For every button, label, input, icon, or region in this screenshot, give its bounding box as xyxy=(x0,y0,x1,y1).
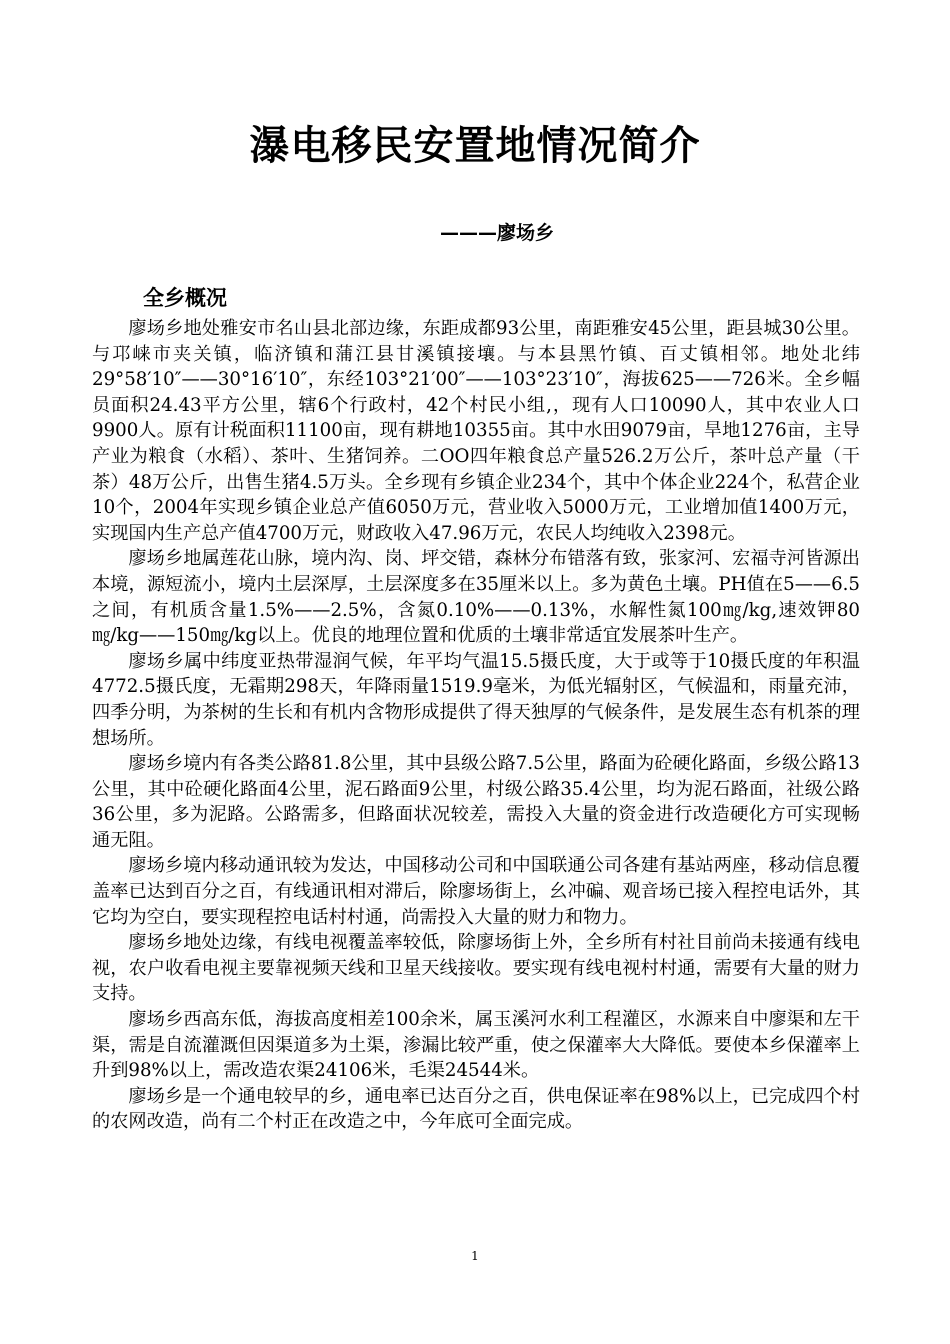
document-title: 瀑电移民安置地情况简介 xyxy=(249,123,701,169)
section-heading: 全乡概况 xyxy=(143,286,227,310)
paragraph-telecom: 廖场乡境内移动通讯较为发达，中国移动公司和中国联通公司各建有基站两座，移动信息覆盖率已达到百分之百，有线通讯相对滞后，除廖场街上，幺冲碥、观音场已接入程控电话外，其它均为空白，要实现程控电话村村通，尚需投入大量的财力和物力。 xyxy=(92,855,860,928)
paragraph-overview: 廖场乡地处雅安市名山县北部边缘，东距成都93公里，南距雅安45公里，距县城30公里。与邛崃市夹关镇，临济镇和蒲江县甘溪镇接壤。与本县黑竹镇、百丈镇相邻。地处北纬29°58′10″——30°16′10″，东经103°21′00″——103°23′10″，海拔625——726米。全乡幅员面积24.43平方公里，辖6个行政村，42个村民小组,，现有人口10090人，其中农业人口9900人。原有计税面积11100亩，现有耕地10355亩。其中水田9079亩，旱地1276亩，主导产业为粮食（水稻）、茶叶、生猪饲养。二OO四年粮食总产量526.2万公斤，茶叶总产量（干茶）48万公斤，出售生猪4.5万头。全乡现有乡镇企业234个，其中个体企业224个，私营企业10个，2004年实现乡镇企业总产值6050万元，营业收入5000万元，工业增加值1400万元，实现国内生产总产值4700万元，财政收入47.96万元，农民人均纯收入2398元。 xyxy=(92,318,860,544)
paragraph-irrigation: 廖场乡西高东低，海拔高度相差100余米，属玉溪河水利工程灌区，水源来自中廖渠和左干渠，需是自流灌溉但因渠道多为土渠，渗漏比较严重，使之保灌率大大降低。要使本乡保灌率上升到98%以上，需改造农渠24106米，毛渠24544米。 xyxy=(92,1009,860,1082)
paragraph-roads: 廖场乡境内有各类公路81.8公里，其中县级公路7.5公里，路面为砼硬化路面，乡级公路13公里，其中砼硬化路面4公里，泥石路面9公里，村级公路35.4公里，均为泥石路面，社级公路36公里，多为泥路。公路需多，但路面状况较差，需投入大量的资金进行改造硬化方可实现畅通无阻。 xyxy=(92,753,860,851)
paragraph-climate: 廖场乡属中纬度亚热带湿润气候，年平均气温15.5摄氏度，大于或等于10摄氏度的年积温4772.5摄氏度，无霜期298天，年降雨量1519.9毫米，为低光辐射区，气候温和，雨量充沛，四季分明，为茶树的生长和有机内含物形成提供了得天独厚的气候条件，是发展生态有机茶的理想场所。 xyxy=(92,650,860,749)
body-text xyxy=(92,316,860,1135)
paragraph-cable-tv: 廖场乡地处边缘，有线电视覆盖率较低，除廖场街上外，全乡所有村社目前尚未接通有线电视，农户收看电视主要靠视频天线和卫星天线接收。要实现有线电视村村通，需要有大量的财力支持。 xyxy=(92,932,860,1005)
page-number: 1 xyxy=(471,1249,479,1263)
document-subtitle: ———廖场乡 xyxy=(440,222,555,244)
paragraph-electricity: 廖场乡是一个通电较早的乡，通电率已达百分之百，供电保证率在98%以上，已完成四个村的农网改造，尚有二个村正在改造之中，今年底可全面完成。 xyxy=(92,1085,860,1133)
paragraph-soil: 廖场乡地属莲花山脉，境内沟、岗、坪交错，森林分布错落有致，张家河、宏福寺河皆源出本境，源短流小，境内土层深厚，土层深度多在35厘米以上。多为黄色土壤。PH值在5——6.5之间，有机质含量1.5%——2.5%，含氮0.10%——0.13%，水解性氮100㎎/kg,速效钾80㎎/kg——150㎎/kg以上。优良的地理位置和优质的土壤非常适宜发展茶叶生产。 xyxy=(92,548,860,647)
